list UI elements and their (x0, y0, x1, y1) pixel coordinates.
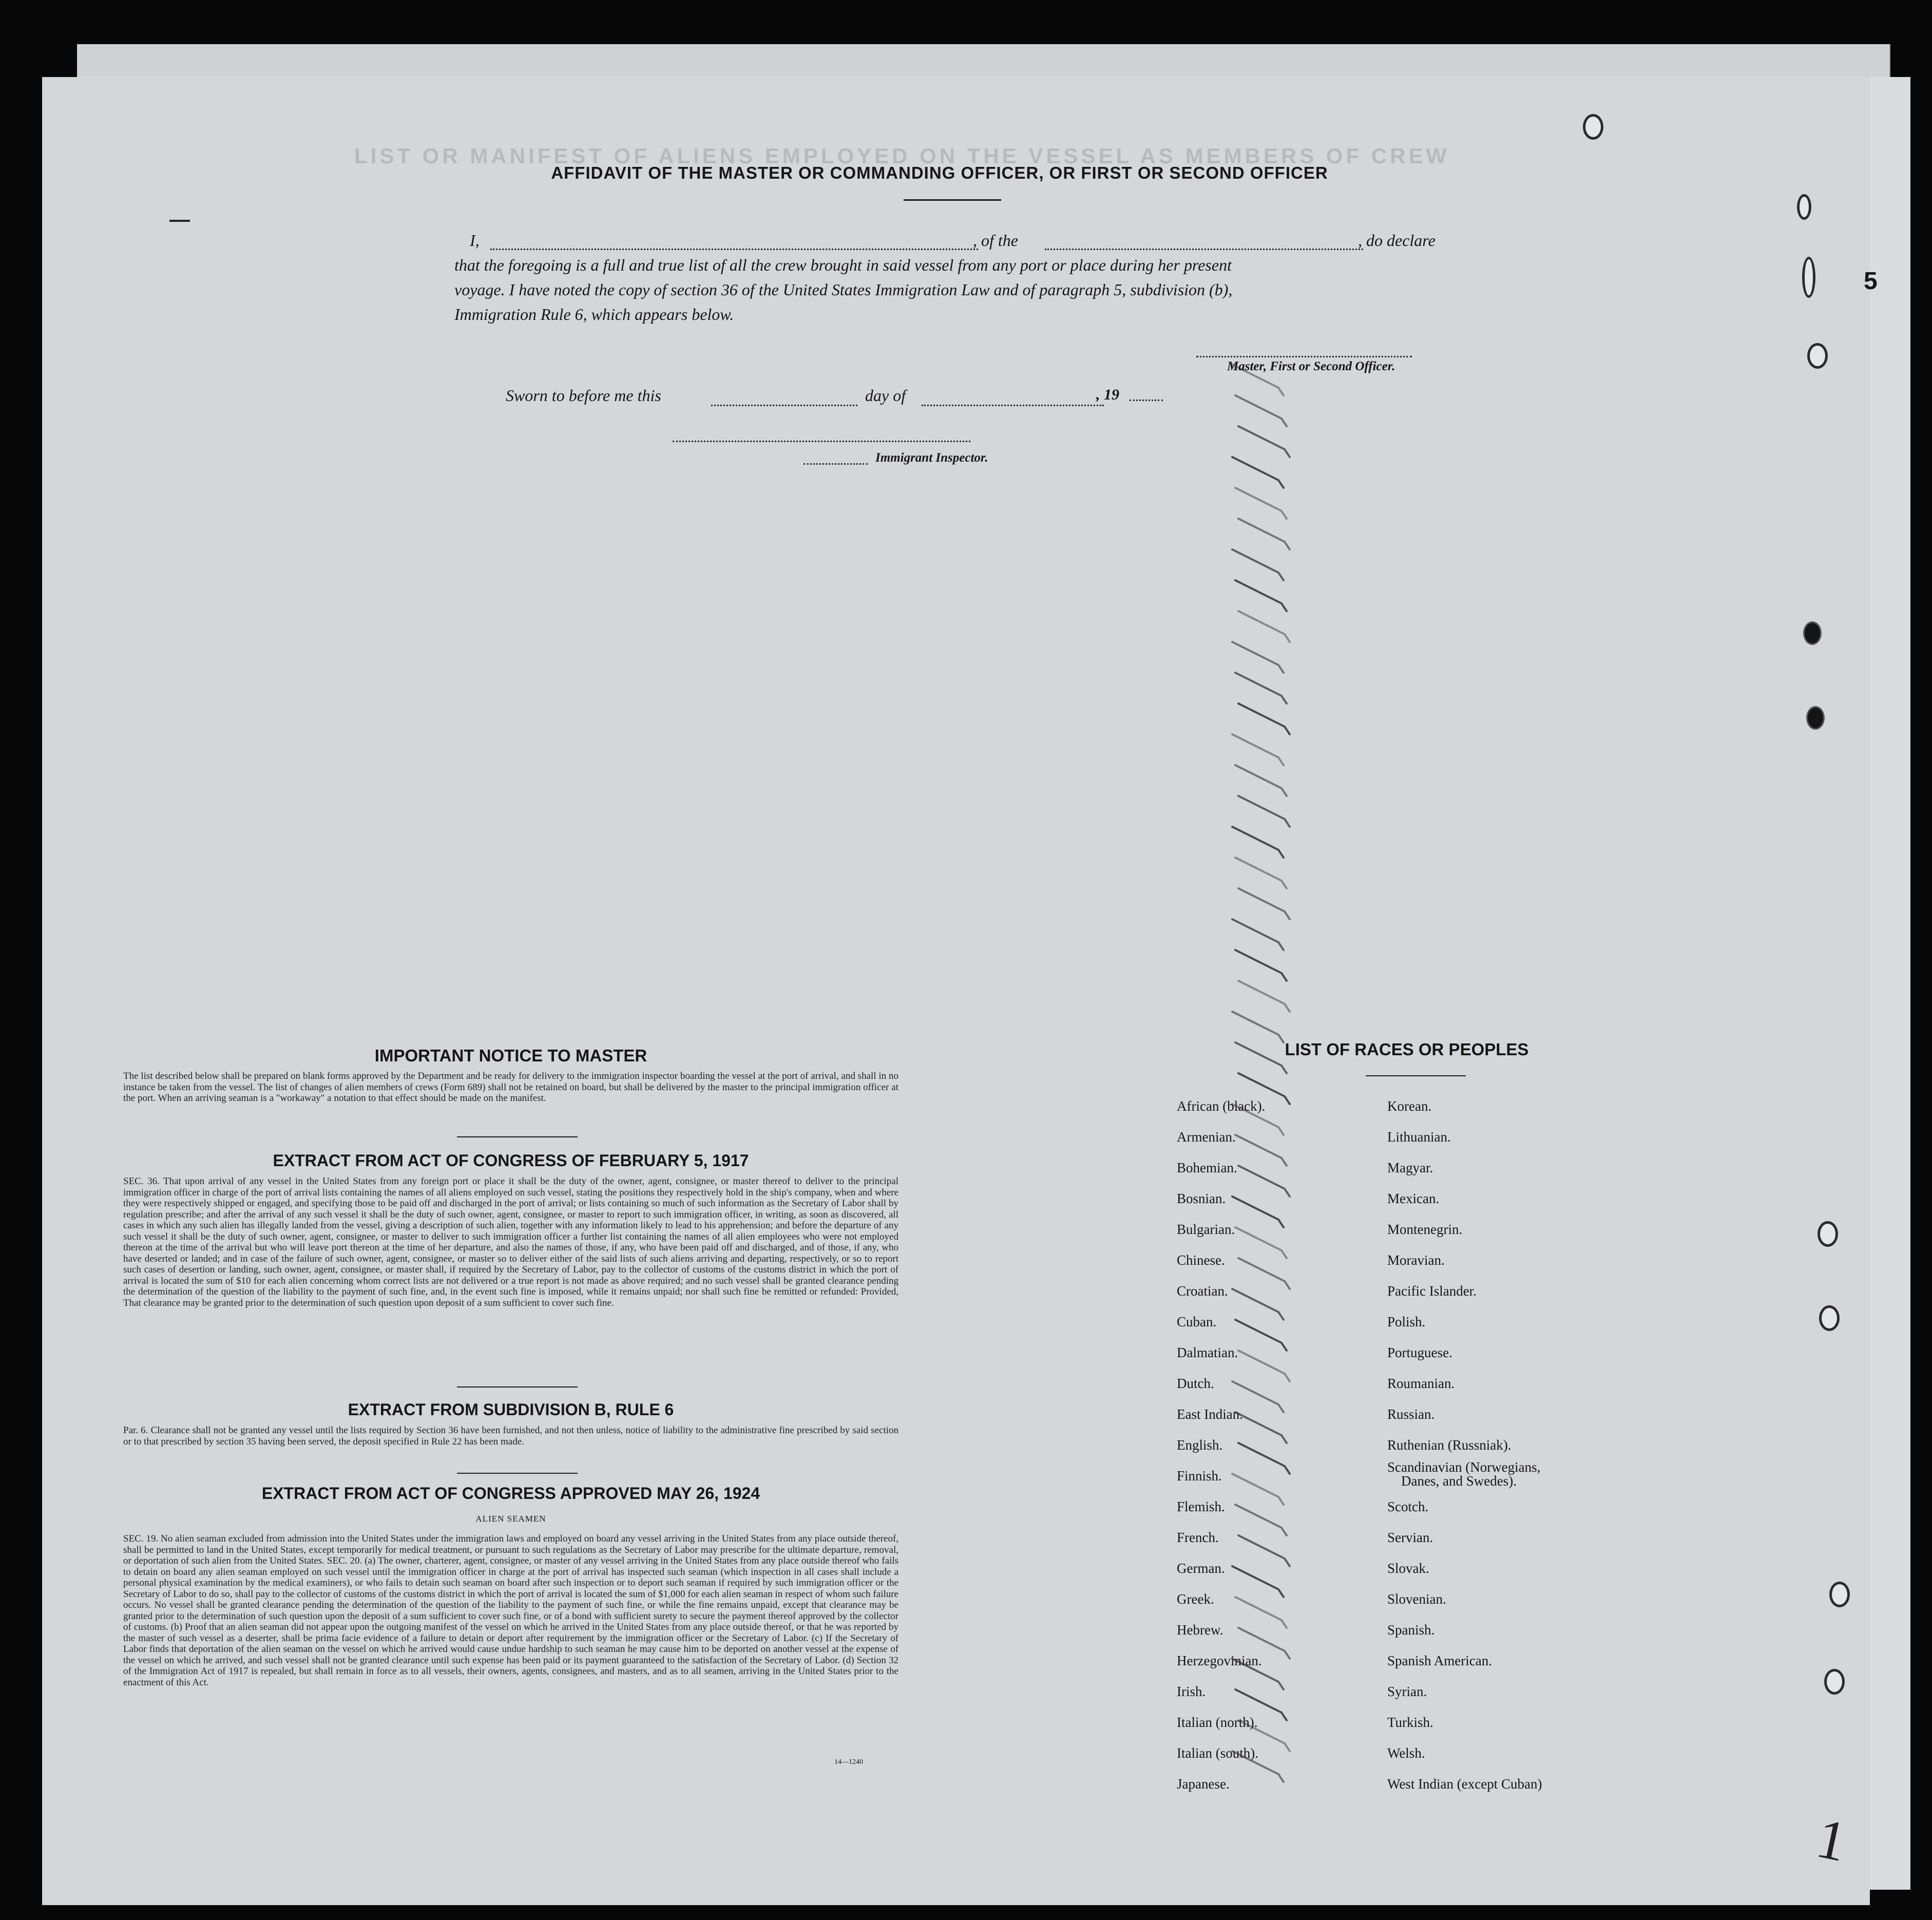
extract-rule6-text: Par. 6. Clearance shall not be granted any vessel until the lists required by Section 36 have been furnished, and not then unless, notice of liability to the administrative fine prescribed by said section or to that prescribed by section 35 having been served, the deposit specified in Rule 22 has been made. (123, 1425, 898, 1447)
check-mark (1238, 981, 1290, 1012)
race-item: Roumanian. (1387, 1376, 1455, 1391)
affidavit-line2: that the foregoing is a full and true list of all the crew brought in said vessel from any port or place during her present (454, 256, 1232, 274)
check-mark (1235, 580, 1287, 611)
check-mark (1235, 488, 1287, 519)
races-rule (1366, 1075, 1466, 1076)
race-item: Herzegovinian. (1177, 1653, 1262, 1668)
check-mark (1235, 1412, 1287, 1443)
race-item: Magyar. (1387, 1160, 1433, 1175)
year-prefix: , 19 (1096, 386, 1119, 403)
vessel-blank[interactable] (1045, 249, 1363, 250)
check-mark (1235, 395, 1287, 426)
race-item: Scandinavian (Norwegians, Danes, and Swedes). (1387, 1459, 1541, 1489)
race-item: Korean. (1387, 1098, 1432, 1114)
race-item: Montenegrin. (1387, 1222, 1463, 1237)
race-item: Pacific Islander. (1387, 1283, 1477, 1299)
race-item: Spanish American. (1387, 1653, 1492, 1668)
notice-rule (457, 1136, 578, 1137)
check-mark (1235, 950, 1287, 981)
race-item: Irish. (1177, 1684, 1206, 1699)
race-item: Portuguese. (1387, 1345, 1452, 1360)
race-item: Greek. (1177, 1591, 1214, 1607)
check-mark (1232, 365, 1284, 395)
check-mark (1235, 765, 1287, 796)
binder-hole (1803, 621, 1822, 645)
races-title: LIST OF RACES OR PEOPLES (1285, 1040, 1529, 1059)
sworn-day-blank[interactable] (711, 405, 857, 406)
margin-number: 5 (1864, 268, 1878, 295)
race-item: Moravian. (1387, 1252, 1445, 1268)
check-mark (1238, 704, 1290, 734)
race-item: Chinese. (1177, 1252, 1225, 1268)
check-mark (1235, 858, 1287, 888)
extract-1917-title: EXTRACT FROM ACT OF CONGRESS OF FEBRUARY 5, 1917 (273, 1151, 749, 1170)
notice-text: The list described below shall be prepared on blank forms approved by the Department and be ready for delivery to the immigration inspector boarding the vessel at the port of arrival, and shall in no instance be taken from the vessel. The list of changes of alien members of crews (Form 689) shall not be retained on board, but shall be delivered by the master to the principal immigration officer at the port. When an arriving seaman is a "workaway" a notation to that effect should be made on the manifest. (123, 1071, 898, 1104)
extract-1924-title: EXTRACT FROM ACT OF CONGRESS APPROVED MAY 26, 1924 (261, 1484, 760, 1503)
race-item: Lithuanian. (1387, 1129, 1451, 1145)
signature-blank[interactable] (1196, 356, 1412, 357)
check-mark (1232, 1196, 1284, 1227)
race-item: Armenian. (1177, 1129, 1236, 1145)
sworn-text: Sworn to before me this (506, 386, 661, 405)
sworn-month-blank[interactable] (922, 405, 1104, 406)
race-item: Mexican. (1387, 1191, 1440, 1206)
bottom-right-stamp: 1 (1811, 1806, 1852, 1874)
check-mark (1232, 1289, 1284, 1320)
binder-hole (1824, 1669, 1845, 1695)
extract-1924-subtitle: ALIEN SEAMEN (475, 1514, 546, 1524)
check-mark (1232, 1566, 1284, 1597)
check-mark (1235, 1135, 1287, 1166)
title-rule (904, 199, 1001, 201)
race-item: French. (1177, 1530, 1219, 1545)
check-mark (1232, 919, 1284, 950)
binder-hole (1583, 114, 1603, 140)
check-mark (1238, 1443, 1290, 1474)
races-right-column (1387, 1091, 1542, 1799)
race-item: Scotch. (1387, 1499, 1429, 1514)
check-mark (1232, 1104, 1284, 1135)
inspector-caption: Immigrant Inspector. (875, 451, 988, 465)
race-item: Slovenian. (1387, 1591, 1446, 1607)
affidavit-of-the: , of the (973, 231, 1018, 250)
binder-hole (1829, 1582, 1850, 1607)
affidavit-title: AFFIDAVIT OF THE MASTER OR COMMANDING OFFICER, OR FIRST OR SECOND OFFICER (551, 163, 1328, 182)
check-mark (1232, 642, 1284, 673)
race-item: Dalmatian. (1177, 1345, 1238, 1360)
check-mark (1232, 1012, 1284, 1042)
check-mark (1238, 1258, 1290, 1289)
check-mark (1232, 1659, 1284, 1689)
check-mark (1238, 888, 1290, 919)
year-blank[interactable] (1130, 400, 1163, 401)
margin-dash (169, 220, 190, 222)
race-item: Japanese. (1177, 1776, 1230, 1792)
race-item: Dutch. (1177, 1376, 1214, 1391)
binder-hole (1806, 706, 1825, 730)
form-number: 14—1240 (834, 1758, 863, 1766)
extract-1917-text: SEC. 36. That upon arrival of any vessel in the United States from any foreign port or place it shall be the duty of the owner, agent, consignee, or master thereof to deliver to the principal immigration officer in charge of the port of arrival lists containing the names of all aliens employed on such vessel, stating the positions they respectively hold in the ship's company, when and where they were respectively shipped or engaged, and specifying those to be paid off and discharged in the port of arrival; or lists containing so much of such information as the Secretary of Labor shall by regulation prescribe; and after the arrival of any such vessel it shall be the duty of such owner, agent, consignee, or master to report to such immigration officer, in writing, as soon as discovered, all cases in which any such alien has illegally landed from the vessel, giving a description of such alien, together with any information likely to lead to his apprehension; and before the departure of any such vessel it shall be the duty of such owner, agent, consignee, or master to deliver to such immigration officer a further list containing the names of all alien employees who were not employed thereon at the time of the arrival but who will leave port thereon at the time of her departure, and also the names of those, if any, who have been paid off and discharged, and of those, if any, who have deserted or landed; and in case of the failure of such owner, agent, consignee, or master so to deliver either of the said lists of such aliens arriving and departing, respectively, or so to report such cases of desertion or landing, such owner, agent, consignee, or master shall, if required by the Secretary of Labor, pay to the collector of customs of the customs district in which the port of arrival is located the sum of $10 for each alien concerning whom correct lists are not delivered or a true report is not made as above required; and no such vessel shall be granted clearance pending the determination of the question of the liability to the payment of such fine, and, in the event such fine is imposed, while it remains unpaid; nor shall such fine be remitted or refunded: Provided, That clearance may be granted prior to the determination of such question upon deposit of a sum sufficient to cover such fine. (123, 1176, 898, 1308)
check-mark (1238, 1535, 1290, 1566)
check-mark-column (1222, 359, 1299, 1849)
check-mark (1238, 1628, 1290, 1659)
race-item: Turkish. (1387, 1715, 1433, 1730)
race-item: Italian (north). (1177, 1715, 1258, 1730)
race-item: Bohemian. (1177, 1160, 1237, 1175)
affidavit-line3: voyage. I have noted the copy of section 36 of the United States Immigration Law and of paragraph 5, subdivision (b), (454, 280, 1233, 299)
check-mark (1238, 611, 1290, 642)
race-item: Bosnian. (1177, 1191, 1226, 1206)
bleed-through-header: LIST OR MANIFEST OF ALIENS EMPLOYED ON THE VESSEL AS MEMBERS OF CREW (354, 144, 1450, 168)
binder-hole (1807, 343, 1828, 369)
extract-rule6-title: EXTRACT FROM SUBDIVISION B, RULE 6 (348, 1400, 674, 1419)
race-item: Hebrew. (1177, 1622, 1223, 1638)
race-item: West Indian (except Cuban) (1387, 1776, 1542, 1792)
check-mark (1232, 549, 1284, 580)
binder-hole (1819, 1305, 1840, 1331)
name-blank[interactable] (490, 249, 978, 250)
check-mark (1238, 426, 1290, 457)
affidavit-do-declare: , do declare (1358, 231, 1436, 250)
race-item: Cuban. (1177, 1314, 1217, 1329)
race-item: Servian. (1387, 1530, 1433, 1545)
race-item: Polish. (1387, 1314, 1426, 1329)
binder-hole (1818, 1221, 1838, 1247)
extract-1917-rule (457, 1386, 578, 1387)
check-mark (1235, 1320, 1287, 1351)
check-mark (1238, 1720, 1290, 1751)
check-mark (1235, 673, 1287, 704)
notice-title: IMPORTANT NOTICE TO MASTER (374, 1046, 647, 1065)
race-item: English. (1177, 1437, 1223, 1453)
race-item: Bulgarian. (1177, 1222, 1235, 1237)
race-item: Flemish. (1177, 1499, 1225, 1514)
check-mark (1232, 1751, 1284, 1782)
race-item: Welsh. (1387, 1745, 1425, 1761)
check-mark (1232, 1474, 1284, 1505)
binder-hole (1802, 257, 1815, 298)
check-mark (1232, 827, 1284, 858)
race-item: East Indian. (1177, 1406, 1243, 1422)
extract-rule6-rule (457, 1473, 578, 1474)
check-mark (1238, 1073, 1290, 1104)
check-mark (1235, 1689, 1287, 1720)
day-of-text: day of (865, 386, 906, 405)
race-item: Finnish. (1177, 1468, 1222, 1484)
race-item: African (black). (1177, 1098, 1266, 1114)
check-mark (1232, 457, 1284, 488)
race-item: Croatian. (1177, 1283, 1228, 1299)
race-item: Syrian. (1387, 1684, 1427, 1699)
affidavit-i: I, (470, 231, 480, 250)
race-item: Italian (south). (1177, 1745, 1258, 1761)
check-mark (1238, 796, 1290, 827)
race-item: Spanish. (1387, 1622, 1435, 1638)
inspector-signature-blank[interactable] (673, 441, 970, 442)
check-mark (1235, 1597, 1287, 1628)
check-mark (1235, 1042, 1287, 1073)
check-mark (1235, 1505, 1287, 1535)
race-item: Russian. (1387, 1406, 1435, 1422)
race-item: Slovak. (1387, 1561, 1429, 1576)
extract-1924-text: SEC. 19. No alien seaman excluded from admission into the United States under the immigration laws and employed on board any vessel arriving in the United States from any place outside thereof, shall be permitted to land in the United States, except temporarily for medical treatment, or pursuant to such regulations as the Secretary of Labor may prescribe for the ultimate departure, removal, or deportation of such alien from the United States. SEC. 20. (a) The owner, charterer, agent, consignee, or master of any vessel arriving in the United States from any place outside thereof who fails to detain on board any alien seaman employed on such vessel until the immigration officer in charge at the port of arrival has inspected such seaman (which inspection in all cases shall include a personal physical examination by the medical examiners), or who fails to detain such seaman on board after such inspection or to deport such seaman if required by such immigration officer or the Secretary of Labor to do so, shall pay to the collector of customs of the customs district in which the port of arrival is located the sum of $1,000 for each alien seaman in respect of whom such failure occurs. No vessel shall be granted clearance pending the determination of the question of the liability to the payment of such fine, or while the fine remains unpaid, except that clearance may be granted prior to the determination of such question upon the deposit of a sum sufficient to cover such fine, or of a bond with sufficient surety to secure the payment thereof approved by the collector of customs. (b) Proof that an alien seaman did not appear upon the outgoing manifest of the vessel on which he arrived in the United States from any place outside thereof, or that he was reported by the master of such vessel as a deserter, shall be prima facie evidence of a failure to detain or deport after requirement by the immigration officer or the Secretary of Labor. (c) If the Secretary of Labor finds that deportation of the alien seaman on the vessel on which he arrived would cause undue hardship to such seaman he may cause him to be deported on another vessel at the expense of the vessel on which he arrived, and such vessel shall not be granted clearance until such expense has been paid or its payment guaranteed to the satisfaction of the Secretary of Labor. (d) Section 32 of the Immigration Act of 1917 is repealed, but shall remain in force as to all vessels, their owners, agents, consignees, and masters, and as to all seamen, arriving in the United States prior to the enactment of this Act. (123, 1533, 898, 1688)
check-mark (1235, 1227, 1287, 1258)
check-mark (1238, 1166, 1290, 1196)
signer-caption: Master, First or Second Officer. (1227, 359, 1395, 373)
check-mark (1238, 519, 1290, 549)
inspector-lead-dots (804, 463, 868, 465)
check-mark (1232, 734, 1284, 765)
race-item: Ruthenian (Russniak). (1387, 1437, 1512, 1453)
check-mark (1232, 1381, 1284, 1412)
binder-hole (1797, 194, 1811, 220)
race-item: German. (1177, 1561, 1225, 1576)
check-mark (1238, 1351, 1290, 1381)
affidavit-line4: Immigration Rule 6, which appears below. (454, 305, 734, 324)
